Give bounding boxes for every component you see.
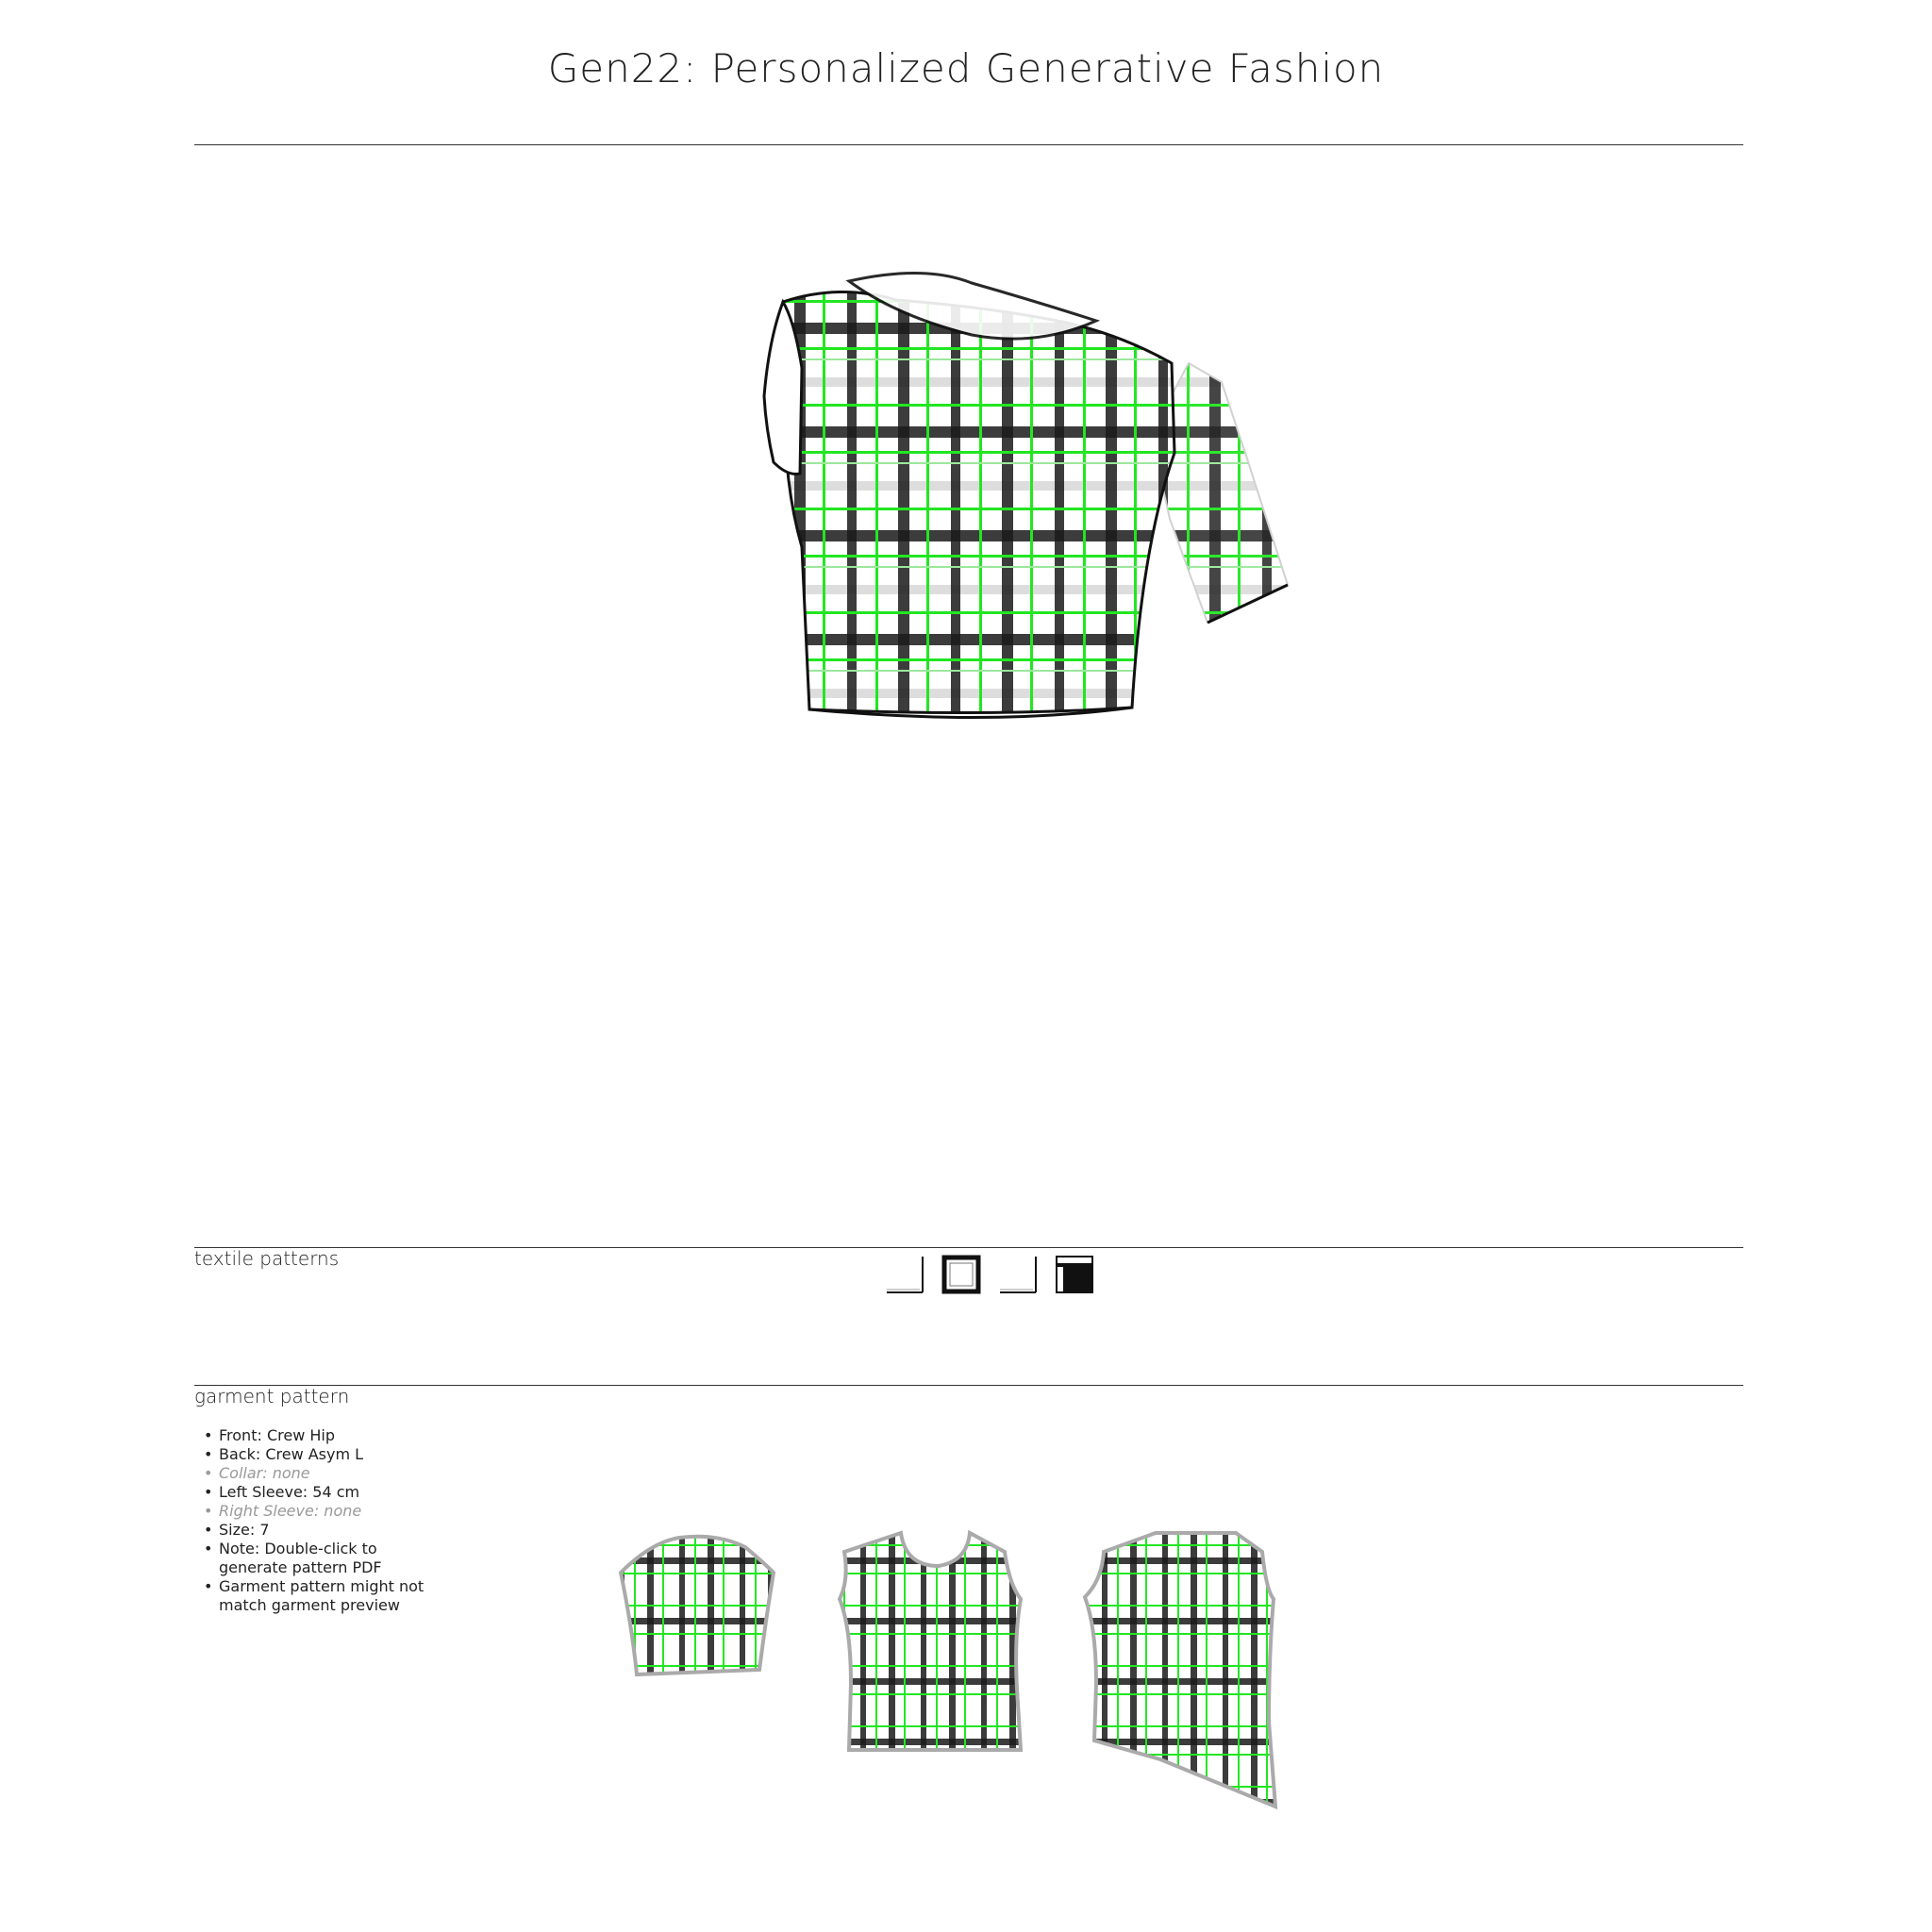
- detail-note: • Note: Double-click to generate pattern PDF: [204, 1540, 430, 1577]
- corner-hatch-swatch[interactable]: [885, 1255, 924, 1294]
- sleeve-piece[interactable]: [621, 1537, 774, 1674]
- corner-hatch-swatch[interactable]: [998, 1255, 1038, 1294]
- garment-preview[interactable]: [736, 264, 1321, 774]
- page-title: Gen22: Personalized Generative Fashion: [547, 45, 1385, 92]
- detail-warning: • Garment pattern might not match garment preview: [204, 1577, 430, 1615]
- detail-back: • Back: Crew Asym L: [204, 1445, 430, 1464]
- detail-right-sleeve: • Right Sleeve: none: [204, 1502, 430, 1521]
- textile-divider: [194, 1247, 1743, 1248]
- detail-front: • Front: Crew Hip: [204, 1426, 430, 1445]
- detail-collar: • Collar: none: [204, 1464, 430, 1483]
- square-frame-swatch[interactable]: [941, 1255, 981, 1294]
- pattern-pieces[interactable]: [613, 1524, 1292, 1816]
- garment-details-list: [194, 1426, 430, 1615]
- garment-pattern-label: garment pattern: [194, 1385, 350, 1407]
- front-piece[interactable]: [840, 1533, 1021, 1750]
- garment-body: [783, 291, 1174, 712]
- header-divider: [194, 144, 1743, 145]
- garment-divider: [194, 1385, 1743, 1386]
- solid-block-swatch[interactable]: [1055, 1255, 1094, 1294]
- textile-patterns-label: textile patterns: [194, 1247, 340, 1270]
- back-piece[interactable]: [1085, 1533, 1275, 1807]
- detail-size: • Size: 7: [204, 1521, 430, 1540]
- detail-left-sleeve: • Left Sleeve: 54 cm: [204, 1483, 430, 1502]
- textile-swatch-row: [885, 1255, 1094, 1294]
